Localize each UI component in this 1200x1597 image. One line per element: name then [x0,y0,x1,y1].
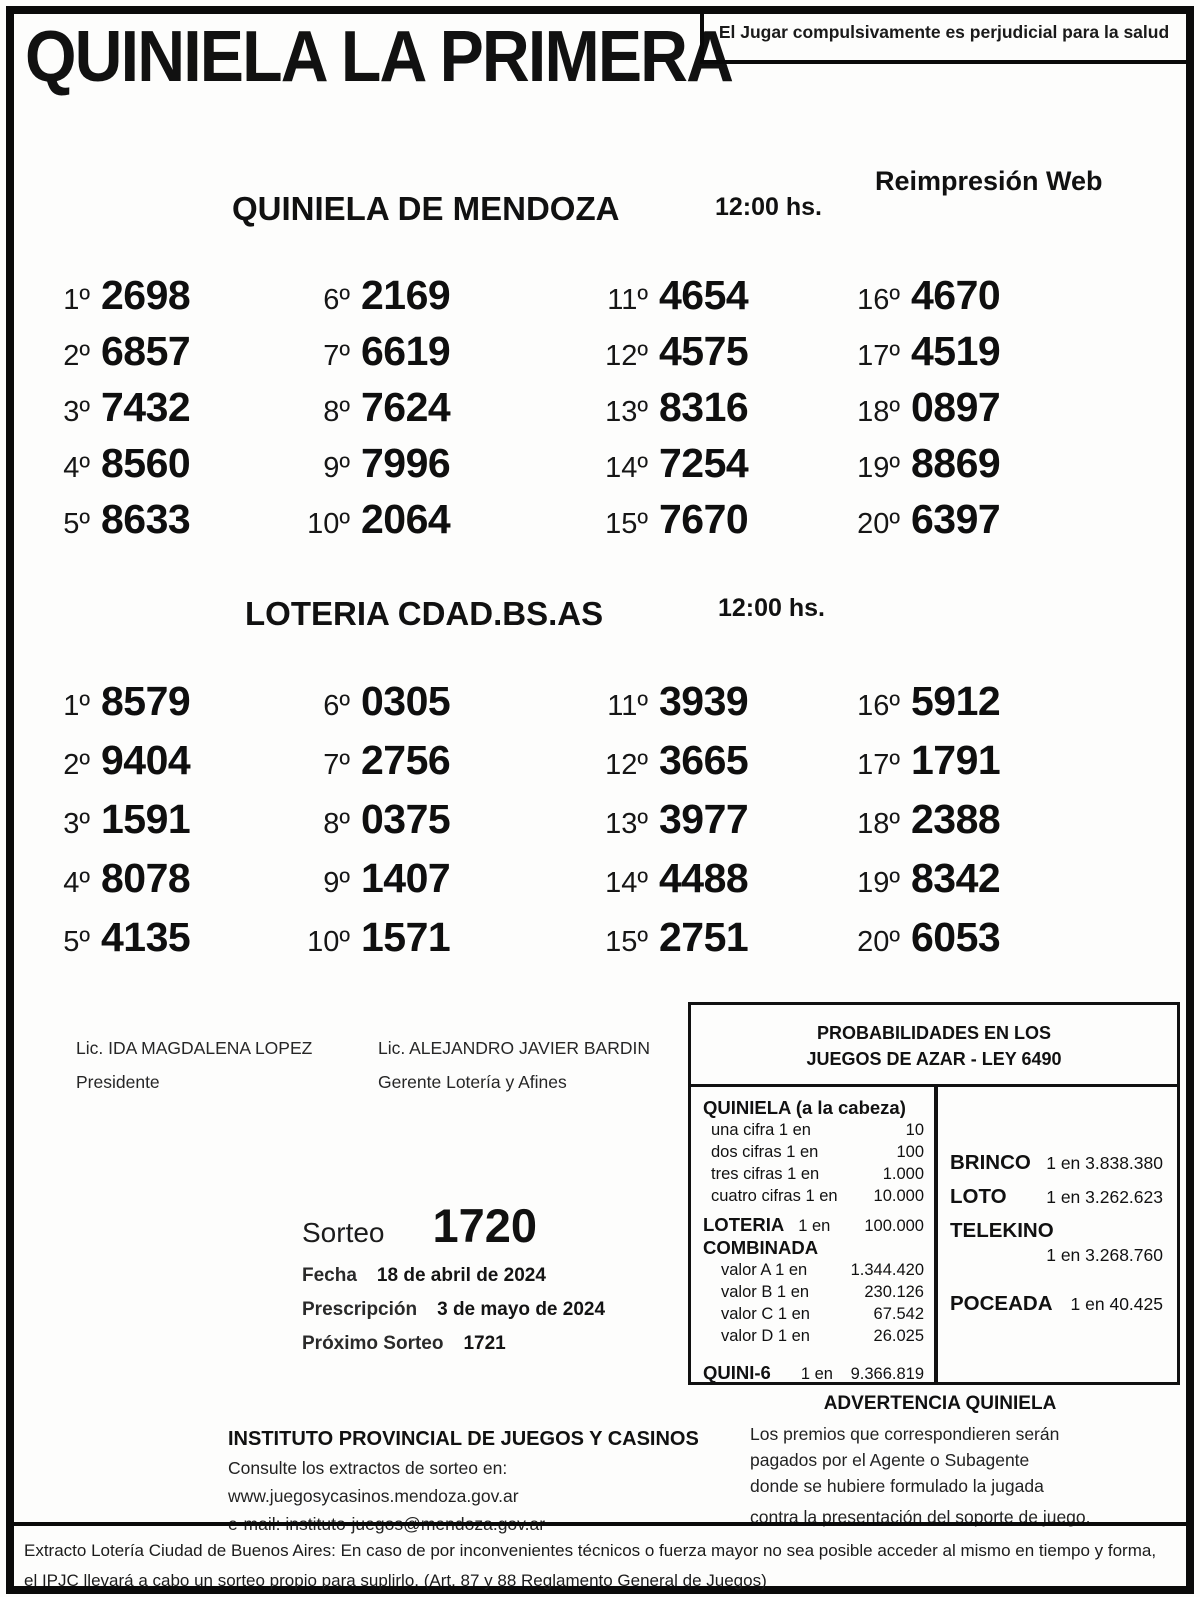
probabilities-box [688,1002,1180,1385]
result-number: 4488 [659,855,749,901]
odds-label: una cifra 1 en [711,1121,811,1139]
game-odds-value: 1 en 3.268.760 [1046,1245,1163,1265]
proximo-sorteo-label: Próximo Sorteo [302,1333,444,1354]
quiniela-odds-header: QUINIELA (a la cabeza) [703,1097,906,1118]
result-loteria-13 [578,796,830,855]
sorteo-info [302,1198,605,1355]
result-position: 16º [857,284,900,316]
result-loteria-19 [830,855,1110,914]
result-loteria-4 [20,855,280,914]
instituto-name: INSTITUTO PROVINCIAL DE JUEGOS Y CASINOS [228,1428,699,1450]
result-mendoza-18 [830,384,1110,440]
game-name: BRINCO [950,1151,1031,1174]
result-position: 19º [857,452,900,484]
result-mendoza-14 [578,440,830,496]
result-loteria-3 [20,796,280,855]
probabilities-right-column [938,1087,1177,1382]
result-mendoza-10 [280,496,578,552]
result-number: 7432 [101,384,191,430]
advertencia-block [695,1393,1185,1530]
odds-label: valor D 1 en [721,1327,810,1345]
probabilities-title-line1: PROBABILIDADES EN LOS [816,1023,1052,1043]
result-number: 4135 [101,914,191,960]
result-loteria-10 [280,914,578,973]
result-number: 4654 [659,272,749,318]
instituto-consulte-line: Consulte los extractos de sorteo en: [228,1458,508,1478]
odds-label: valor C 1 en [721,1305,810,1323]
result-position: 16º [857,690,900,722]
combinada-odds-header: COMBINADA [703,1237,819,1258]
probabilities-title-line2: JUEGOS DE AZAR - LEY 6490 [806,1049,1062,1069]
result-position: 7º [323,749,350,781]
odds-value: 10.000 [873,1187,924,1205]
result-position: 17º [857,749,900,781]
result-loteria-6 [280,678,578,737]
result-number: 7996 [361,440,451,486]
result-position: 13º [605,808,648,840]
result-number: 0375 [361,796,451,842]
result-mendoza-1 [20,272,280,328]
loteria-section-title: LOTERIA CDAD.BS.AS [245,595,604,632]
result-number: 4575 [659,328,749,374]
instituto-website: www.juegosycasinos.mendoza.gov.ar [228,1486,519,1506]
result-position: 20º [857,926,900,958]
result-number: 6619 [361,328,451,374]
footer-divider [14,1522,1186,1526]
result-loteria-8 [280,796,578,855]
result-loteria-14 [578,855,830,914]
footer-disclaimer: Extracto Lotería Ciudad de Buenos Aires: En caso de por inconvenientes técnicos o fuerza mayor no sea posible acceder al mismo en tiempo y forma, el IPJC llevará a cabo un sorteo propio para suplirlo. (Art. 87 y 88 Reglamento General de Juegos) [24,1541,1157,1590]
result-position: 5º [63,508,90,540]
result-position: 18º [857,396,900,428]
result-mendoza-15 [578,496,830,552]
result-number: 0897 [911,384,1001,430]
result-loteria-7 [280,737,578,796]
prescripcion-label: Prescripción [302,1299,418,1320]
result-number: 9404 [101,737,191,783]
mendoza-results-grid [20,272,1110,552]
result-number: 4670 [911,272,1001,318]
result-mendoza-17 [830,328,1110,384]
result-number: 2751 [659,914,749,960]
result-position: 8º [323,396,350,428]
result-mendoza-6 [280,272,578,328]
result-number: 8316 [659,384,749,430]
fecha-label: Fecha [302,1265,357,1286]
result-number: 8579 [101,678,191,724]
reimpresion-web-label: Reimpresión Web [875,166,1103,196]
game-odds-telekino [950,1219,1163,1266]
result-position: 2º [63,749,90,781]
result-number: 3977 [659,796,749,842]
result-position: 20º [857,508,900,540]
result-position: 6º [323,690,350,722]
prescripcion-value: 3 de mayo de 2024 [437,1299,606,1320]
odds-row [703,1141,924,1163]
result-position: 10º [307,508,350,540]
odds-row [703,1185,924,1207]
result-number: 2388 [911,796,1001,842]
result-number: 7254 [659,440,749,486]
result-position: 2º [63,340,90,372]
proximo-sorteo-value: 1721 [463,1333,506,1354]
mendoza-section-title: QUINIELA DE MENDOZA [232,190,620,227]
advertencia-line: Los premios que correspondieren serán [750,1424,1060,1444]
result-number: 2064 [361,496,451,542]
result-loteria-5 [20,914,280,973]
result-position: 10º [307,926,350,958]
result-position: 12º [605,340,648,372]
result-position: 19º [857,867,900,899]
fecha-value: 18 de abril de 2024 [376,1265,546,1286]
result-number: 8869 [911,440,1001,486]
odds-value: 26.025 [873,1327,924,1345]
sorteo-header [302,1198,605,1253]
result-number: 1571 [361,914,451,960]
game-odds-brinco [950,1151,1163,1175]
result-number: 5912 [911,678,1001,724]
result-position: 4º [63,452,90,484]
result-loteria-18 [830,796,1110,855]
odds-value: 1.000 [882,1165,924,1183]
game-odds-loto [950,1185,1163,1209]
odds-row [703,1259,924,1281]
result-position: 14º [605,452,648,484]
result-mendoza-12 [578,328,830,384]
probabilities-title [691,1005,1177,1087]
sorteo-label: Sorteo [302,1217,385,1248]
result-number: 2698 [101,272,191,318]
odds-label: dos cifras 1 en [711,1143,819,1161]
odds-value: 100.000 [864,1217,924,1235]
result-mendoza-9 [280,440,578,496]
odds-label: valor A 1 en [721,1261,808,1279]
instituto-block [228,1428,699,1535]
official-manager-role: Gerente Lotería y Afines [378,1072,567,1092]
result-mendoza-20 [830,496,1110,552]
quini6-odds-row [703,1362,924,1385]
result-mendoza-4 [20,440,280,496]
result-position: 1º [63,690,90,722]
probabilities-body [691,1087,1177,1382]
odds-row [703,1163,924,1185]
odds-label: LOTERIA [703,1214,785,1235]
result-number: 8560 [101,440,191,486]
official-president-role: Presidente [76,1072,160,1092]
odds-row [703,1303,924,1325]
result-position: 1º [63,284,90,316]
result-mendoza-5 [20,496,280,552]
result-position: 3º [63,396,90,428]
odds-row [703,1281,924,1303]
result-position: 9º [323,452,350,484]
odds-value: 230.126 [864,1283,924,1301]
result-position: 11º [607,690,648,722]
loteria-odds-row [703,1214,924,1237]
odds-value: 9.366.819 [850,1365,924,1383]
result-number: 6397 [911,496,1001,542]
result-loteria-20 [830,914,1110,973]
odds-mid: 1 en [800,1365,833,1383]
result-mendoza-11 [578,272,830,328]
result-number: 3665 [659,737,749,783]
result-number: 8342 [911,855,1001,901]
result-loteria-17 [830,737,1110,796]
result-mendoza-2 [20,328,280,384]
game-odds-poceada [950,1292,1163,1316]
result-loteria-1 [20,678,280,737]
result-mendoza-13 [578,384,830,440]
result-number: 0305 [361,678,451,724]
result-number: 7624 [361,384,451,430]
odds-label: cuatro cifras 1 en [711,1187,838,1205]
result-mendoza-8 [280,384,578,440]
proximo-sorteo-row [302,1333,605,1355]
mendoza-draw-time: 12:00 hs. [715,193,823,221]
health-warning-box [700,14,1190,64]
advertencia-line: donde se hubiere formulado la jugada [750,1476,1044,1496]
odds-value: 1.344.420 [850,1261,924,1279]
fecha-row [302,1265,605,1287]
odds-label: tres cifras 1 en [711,1165,820,1183]
odds-value: 10 [905,1121,924,1139]
sorteo-number: 1720 [432,1199,538,1252]
result-position: 8º [323,808,350,840]
game-odds-value: 1 en 3.838.380 [1046,1153,1163,1173]
result-number: 7670 [659,496,749,542]
result-number: 1591 [101,796,191,842]
result-loteria-2 [20,737,280,796]
result-mendoza-16 [830,272,1110,328]
result-loteria-12 [578,737,830,796]
official-manager-name: Lic. ALEJANDRO JAVIER BARDIN [378,1038,650,1058]
game-name: TELEKINO [950,1219,1054,1242]
result-number: 2169 [361,272,451,318]
result-loteria-16 [830,678,1110,737]
result-position: 3º [63,808,90,840]
result-position: 9º [323,867,350,899]
instituto-email: e-mail: instituto-juegos@mendoza.gov.ar [228,1514,546,1534]
odds-value: 67.542 [873,1305,924,1323]
result-number: 1407 [361,855,451,901]
probabilities-left-column [691,1087,938,1382]
advertencia-line: contra la presentación del soporte de juego. [750,1507,1091,1527]
result-number: 4519 [911,328,1001,374]
advertencia-line: pagados por el Agente o Subagente [750,1450,1030,1470]
odds-label: valor B 1 en [721,1283,810,1301]
result-number: 6857 [101,328,191,374]
result-number: 1791 [911,737,1001,783]
game-name: POCEADA [950,1292,1053,1315]
result-mendoza-7 [280,328,578,384]
odds-row [703,1119,924,1141]
result-position: 14º [605,867,648,899]
odds-value: 100 [896,1143,924,1161]
result-number: 6053 [911,914,1001,960]
official-president-name: Lic. IDA MAGDALENA LOPEZ [76,1038,313,1058]
result-number: 8078 [101,855,191,901]
result-position: 5º [63,926,90,958]
result-position: 4º [63,867,90,899]
result-number: 8633 [101,496,191,542]
result-mendoza-19 [830,440,1110,496]
result-position: 18º [857,808,900,840]
result-loteria-9 [280,855,578,914]
page-title: QUINIELA LA PRIMERA [25,17,733,97]
result-loteria-15 [578,914,830,973]
result-position: 12º [605,749,648,781]
prescripcion-row [302,1299,605,1321]
result-position: 7º [323,340,350,372]
result-position: 13º [605,396,648,428]
result-mendoza-3 [20,384,280,440]
health-warning-text: El Jugar compulsivamente es perjudicial para la salud [718,22,1170,42]
result-loteria-11 [578,678,830,737]
loteria-draw-time: 12:00 hs. [718,594,826,622]
game-odds-value: 1 en 40.425 [1070,1294,1163,1314]
result-position: 11º [607,284,648,316]
advertencia-title: ADVERTENCIA QUINIELA [823,1393,1057,1414]
result-position: 17º [857,340,900,372]
odds-label: QUINI-6 [703,1362,771,1383]
odds-mid: 1 en [798,1217,831,1235]
result-position: 15º [605,508,648,540]
odds-row [703,1325,924,1347]
loteria-results-grid [20,678,1110,973]
result-number: 3939 [659,678,749,724]
game-odds-value: 1 en 3.262.623 [1046,1187,1163,1207]
result-position: 15º [605,926,648,958]
result-number: 2756 [361,737,451,783]
game-name: LOTO [950,1185,1007,1208]
result-position: 6º [323,284,350,316]
